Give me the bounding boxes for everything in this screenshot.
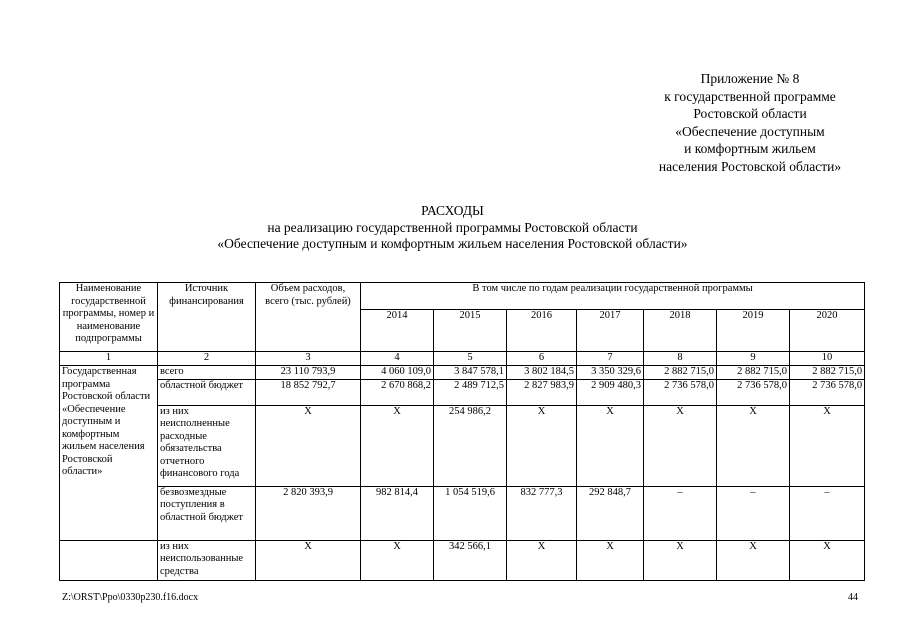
header-year: 2016 bbox=[507, 310, 577, 352]
header-total: Объем расходов, всего (тыс. рублей) bbox=[256, 283, 361, 352]
column-number: 10 bbox=[790, 352, 865, 366]
source-cell: безвозмездные поступления в областной бюджет bbox=[158, 486, 256, 540]
year-value-cell: Х bbox=[507, 405, 577, 486]
appendix-line-1: Приложение № 8 bbox=[700, 71, 800, 86]
column-number: 1 bbox=[60, 352, 158, 366]
column-number: 7 bbox=[577, 352, 644, 366]
header-year: 2017 bbox=[577, 310, 644, 352]
year-value-cell: 254 986,2 bbox=[434, 405, 507, 486]
table-row bbox=[60, 379, 865, 405]
column-number: 6 bbox=[507, 352, 577, 366]
appendix-line-6: населения Ростовской области» bbox=[658, 158, 842, 174]
appendix-line-5: и комфортным жильем bbox=[684, 141, 816, 156]
appendix-note bbox=[600, 70, 900, 175]
column-number: 4 bbox=[361, 352, 434, 366]
source-cell: областной бюджет bbox=[158, 379, 256, 405]
program-name-cell: Государственная программа Ростовской области «Обеспечение доступным и комфортным жильем населения Ростовской области» bbox=[60, 366, 158, 541]
year-value-cell: Х bbox=[577, 540, 644, 580]
header-year: 2014 bbox=[361, 310, 434, 352]
year-value-cell: Х bbox=[790, 405, 865, 486]
total-cell: Х bbox=[256, 540, 361, 580]
heading-line-2: на реализацию государственной программы Ростовской области bbox=[267, 219, 638, 235]
year-value-cell: 2 670 868,2 bbox=[361, 379, 434, 405]
file-path: Z:\ORST\Ppo\0330p230.f16.docx bbox=[62, 592, 199, 603]
header-by-years: В том числе по годам реализации государственной программы bbox=[361, 283, 865, 310]
year-value-cell: 2 909 480,3 bbox=[577, 379, 644, 405]
year-value-cell: Х bbox=[644, 405, 717, 486]
column-number: 9 bbox=[717, 352, 790, 366]
column-number: 3 bbox=[256, 352, 361, 366]
appendix-line-2: к государственной программе bbox=[664, 88, 836, 104]
document-heading bbox=[0, 203, 905, 253]
appendix-line-3: Ростовской области bbox=[693, 106, 807, 121]
header-row-1 bbox=[60, 283, 865, 310]
year-value-cell: 3 350 329,6 bbox=[577, 366, 644, 380]
year-value-cell: 2 827 983,9 bbox=[507, 379, 577, 405]
heading-title: РАСХОДЫ bbox=[421, 203, 484, 218]
year-value-cell: 4 060 109,0 bbox=[361, 366, 434, 380]
header-program: Наименование государственной программы, номер и наименование подпрограммы bbox=[60, 283, 158, 352]
year-value-cell: 1 054 519,6 bbox=[434, 486, 507, 540]
year-value-cell: Х bbox=[717, 405, 790, 486]
year-value-cell: 2 736 578,0 bbox=[644, 379, 717, 405]
year-value-cell: 342 566,1 bbox=[434, 540, 507, 580]
header-source: Источник финансирования bbox=[158, 283, 256, 352]
year-value-cell: Х bbox=[361, 540, 434, 580]
heading-line-3: «Обеспечение доступным и комфортным жильем населения Ростовской области» bbox=[217, 236, 688, 251]
header-year: 2015 bbox=[434, 310, 507, 352]
year-value-cell: 832 777,3 bbox=[507, 486, 577, 540]
column-number-row bbox=[60, 352, 865, 366]
header-year: 2019 bbox=[717, 310, 790, 352]
header-year: 2018 bbox=[644, 310, 717, 352]
total-cell: 18 852 792,7 bbox=[256, 379, 361, 405]
year-value-cell: 292 848,7 bbox=[577, 486, 644, 540]
year-value-cell: Х bbox=[790, 540, 865, 580]
year-value-cell: Х bbox=[507, 540, 577, 580]
year-value-cell: 982 814,4 bbox=[361, 486, 434, 540]
year-value-cell: 2 882 715,0 bbox=[644, 366, 717, 380]
source-cell: из них неисполненные расходные обязательства отчетного финансового года bbox=[158, 405, 256, 486]
total-cell: 23 110 793,9 bbox=[256, 366, 361, 380]
year-value-cell: 2 882 715,0 bbox=[790, 366, 865, 380]
year-value-cell: – bbox=[717, 486, 790, 540]
year-value-cell: – bbox=[644, 486, 717, 540]
year-value-cell: Х bbox=[361, 405, 434, 486]
year-value-cell: 3 847 578,1 bbox=[434, 366, 507, 380]
table-row bbox=[60, 486, 865, 540]
year-value-cell: 2 736 578,0 bbox=[790, 379, 865, 405]
column-number: 8 bbox=[644, 352, 717, 366]
year-value-cell: 2 489 712,5 bbox=[434, 379, 507, 405]
page-number: 44 bbox=[848, 592, 858, 603]
source-cell: из них неиспользованные средства bbox=[158, 540, 256, 580]
appendix-line-4: «Обеспечение доступным bbox=[675, 123, 825, 139]
year-value-cell: 3 802 184,5 bbox=[507, 366, 577, 380]
table-row bbox=[60, 405, 865, 486]
total-cell: Х bbox=[256, 405, 361, 486]
expenses-table bbox=[59, 282, 865, 581]
table-row bbox=[60, 366, 865, 380]
year-value-cell: – bbox=[790, 486, 865, 540]
source-cell: всего bbox=[158, 366, 256, 380]
year-value-cell: Х bbox=[644, 540, 717, 580]
year-value-cell: 2 736 578,0 bbox=[717, 379, 790, 405]
year-value-cell: Х bbox=[577, 405, 644, 486]
header-year: 2020 bbox=[790, 310, 865, 352]
table-row bbox=[60, 540, 865, 580]
total-cell: 2 820 393,9 bbox=[256, 486, 361, 540]
empty-cell bbox=[60, 540, 158, 580]
year-value-cell: 2 882 715,0 bbox=[717, 366, 790, 380]
column-number: 5 bbox=[434, 352, 507, 366]
year-value-cell: Х bbox=[717, 540, 790, 580]
column-number: 2 bbox=[158, 352, 256, 366]
